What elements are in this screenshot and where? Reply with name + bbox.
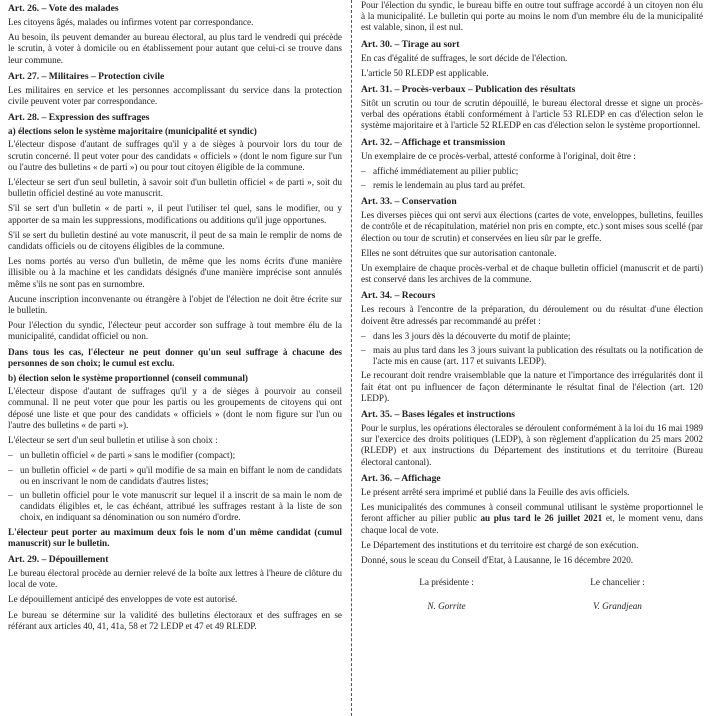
dash-bullet: – xyxy=(361,180,366,191)
list-item xyxy=(361,166,703,177)
paragraph: Le bureau se détermine sur la validité des bulletins électoraux et des suffrages en se référant aux articles 40, 41, 41a, 58 et 72 LEDP et 47 et 49 RLEDP. xyxy=(8,609,342,631)
paragraph: Pour le surplus, les opérations électorales se déroulent conformément à la loi du 16 mai 1989 sur l'exercice des droits politiques (LEDP), à son règlement d'application du 25 mars 2002 (RLEDP) et aux instructions du Département des institutions et du territoire (Bureau électoral cantonal). xyxy=(361,423,703,467)
paragraph-bold: Dans tous les cas, l'électeur ne peut donner qu'un seul suffrage à chacune des personnes de son choix; le cumul est exclu. xyxy=(8,346,342,368)
paragraph: L'électeur dispose d'autant de suffrages qu'il y a de sièges à pourvoir au conseil communal. Il ne peut voter que pour les partis ou les groupements de citoyens qui ont déposé une liste et que pour des candidats « officiels » (dont le nom figure sur l'un ou l'autre des bulletins « de parti »). xyxy=(8,386,342,430)
article-27 xyxy=(8,71,342,107)
list-item xyxy=(361,180,703,191)
dash-bullet: – xyxy=(8,464,13,475)
article-36 xyxy=(361,473,703,566)
dash-bullet: – xyxy=(361,330,366,341)
list-item-text: mais au plus tard dans les 3 jours suivant la publication des résultats ou la notification de l'acte mis en cause (art. 117 et suivants LEDP). xyxy=(373,345,703,367)
list-item-text: un bulletin officiel « de parti » sans le modifier (compact); xyxy=(20,450,236,461)
article-34 xyxy=(361,290,703,404)
article-title: Art. 34. – Recours xyxy=(361,290,436,302)
article-title: Art. 36. – Affichage xyxy=(361,472,441,484)
paragraph: Le bureau électoral procède au dernier relevé de la boîte aux lettres à l'heure de clôture du local de vote. xyxy=(8,567,342,590)
article-32 xyxy=(361,137,703,192)
article-title: Art. 26. – Vote des malades xyxy=(8,3,119,14)
signature-block xyxy=(361,576,703,612)
paragraph: L'électeur se sert d'un seul bulletin, à savoir soit d'un bulletin officiel « de parti », soit du bulletin officiel destiné au vote manuscrit. xyxy=(8,177,342,199)
list-item-text: un bulletin officiel « de parti » qu'il modifie de sa main en biffant le nom de candidats ou en inscrivant le nom de candidats d'autres listes; xyxy=(20,464,342,486)
paragraph: Sitôt un scrutin ou tour de scrutin dépouillé, le bureau électoral dresse et signe un procès-verbal des opérations établi conformément à l'article 53 RLEDP en cas d'élection selon le système majoritaire et à l'article 52 RLEDP en cas d'élection selon le système proportionnel. xyxy=(361,98,703,131)
signature-chancellor xyxy=(590,576,645,612)
list-item-text: dans les 3 jours dès la découverte du motif de plainte; xyxy=(373,330,571,341)
paragraph: Le recourant doit rendre vraisemblable que la nature et l'importance des irrégularités dont il fait état ont pu influencer de façon déterminante le résultat final de l'élection (art. 120 LEDP). xyxy=(361,370,703,403)
signature-name: N. Gorrite xyxy=(427,601,466,612)
paragraph: S'il se sert d'un bulletin « de parti », il peut l'utiliser tel quel, sans le modifier, ou y apporter de sa main les suppressions, modifications ou additions qu'il juge opportunes. xyxy=(8,203,342,225)
article-30 xyxy=(361,39,703,79)
paragraph: L'électeur dispose d'autant de suffrages qu'il y a de sièges à pourvoir lors du tour de scrutin concerné. Il peut voter pour des candidats « officiels » (dont le nom figure sur l'un ou l'autre des bulletins « de parti ») ou pour tout citoyen éligible de la commune. xyxy=(8,139,342,172)
paragraph: Elles ne sont détruites que sur autorisation cantonale. xyxy=(361,247,557,258)
paragraph: Pour l'élection du syndic, le bureau biffe en outre tout suffrage accordé à un citoyen non élu à la municipalité. Le bulletin qui porte au moins le nom d'un membre élu de la municipalité est valable, sinon, il est nul. xyxy=(361,0,703,33)
paragraph: Donné, sous le sceau du Conseil d'Etat, à Lausanne, le 16 décembre 2020. xyxy=(361,554,634,565)
article-title: Art. 30. – Tirage au sort xyxy=(361,38,460,50)
paragraph: Au besoin, ils peuvent demander au bureau électoral, au plus tard le vendredi qui précède le scrutin, à voter à domicile ou en établissement pour autant que celui-ci se trouve dans leur commune. xyxy=(8,32,342,65)
paragraph-text: et, le moment venu, dans chaque local de vote. xyxy=(361,513,703,535)
paragraph: L'électeur se sert d'un seul bulletin et utilise à son choix : xyxy=(8,435,218,446)
article-28 xyxy=(8,112,342,549)
dash-bullet: – xyxy=(361,165,366,176)
paragraph: En cas d'égalité de suffrages, le sort décide de l'élection. xyxy=(361,52,568,63)
paragraph: Aucune inscription inconvenante ou étrangère à l'objet de l'élection ne doit être écrite sur le bulletin. xyxy=(8,293,342,316)
article-title: Art. 27. – Militaires – Protection civile xyxy=(8,70,165,82)
signature-label: Le chancelier : xyxy=(590,577,645,588)
paragraph: Les noms portés au verso d'un bulletin, de même que les noms écrits d'une manière illisible ou à la machine et les candidats désignés d'une manière imprécise sont annulés même s'ils ne sont pas en surnombre. xyxy=(8,256,342,289)
paragraph: Les diverses pièces qui ont servi aux élections (cartes de vote, enveloppes, bulletins, feuilles de contrôle et de récapitulation, matériel non pris en compte, etc.) sont mises sous scellé (par élection ou tour de scrutin) et conservées en lieu sûr par le greffe. xyxy=(361,210,703,243)
list-item-text: affiché immédiatement au pilier public; xyxy=(373,165,519,176)
paragraph: Pour l'élection du syndic, l'électeur peut accorder son suffrage à tout membre élu de la municipalité, candidat officiel ou non. xyxy=(8,320,342,342)
list-item xyxy=(8,490,342,524)
paragraph: Les citoyens âgés, malades ou infirmes votent par correspondance. xyxy=(8,17,254,27)
paragraph: Un exemplaire de ce procès-verbal, attesté conforme à l'original, doit être : xyxy=(361,150,636,161)
paragraph: L'article 50 RLEDP est applicable. xyxy=(361,67,489,78)
list-item xyxy=(8,450,342,461)
list-item xyxy=(361,331,703,342)
article-title: Art. 32. – Affichage et transmission xyxy=(361,136,506,148)
article-title: Art. 35. – Bases légales et instructions xyxy=(361,409,516,421)
list-item xyxy=(361,345,703,367)
column-divider xyxy=(351,0,352,716)
paragraph: S'il se sert du bulletin destiné au vote manuscrit, il peut de sa main le remplir de noms de candidats officiels ou de citoyens éligibles de la commune. xyxy=(8,229,342,252)
list-item-text: un bulletin officiel pour le vote manuscrit sur lequel il a inscrit de sa main le nom de candidats éligibles et, le cas échéant, attribué les suffrages restant à la liste de son choix, en indiquant sa dénomination ou son numéro d'ordre. xyxy=(20,489,342,523)
left-column xyxy=(8,0,342,716)
paragraph-text: Les municipalités des communes à conseil communal utilisant le système proportionnel le feront afficher au pilier public xyxy=(361,502,703,524)
article-title: Art. 28. – Expression des suffrages xyxy=(8,112,150,124)
article-33 xyxy=(361,196,703,285)
paragraph: Le Département des institutions et du territoire est chargé de son exécution. xyxy=(361,539,639,550)
article-title: Art. 33. – Conservation xyxy=(361,196,457,208)
paragraph: Les militaires en service et les personnes accomplissant du service dans la protection civile peuvent voter par correspondance. xyxy=(8,84,342,107)
list-item xyxy=(8,465,342,487)
article-title: Art. 29. – Dépouillement xyxy=(8,553,109,565)
dash-bullet: – xyxy=(8,489,13,500)
paragraph: Les recours à l'encontre de la préparation, du déroulement ou du résultat d'une élection doivent être adressés par recommandé au préfet : xyxy=(361,304,703,326)
deadline-date: au plus tard le 26 juillet 2021 xyxy=(480,513,603,524)
paragraph: Le dépouillement anticipé des enveloppes de vote est autorisé. xyxy=(8,594,238,605)
signature-name: V. Grandjean xyxy=(593,601,642,612)
subsection-title: b) élection selon le système proportionnel (conseil communal) xyxy=(8,373,248,384)
dash-bullet: – xyxy=(361,345,366,356)
dash-bullet: – xyxy=(8,450,13,461)
signature-president xyxy=(419,576,474,612)
signature-label: La présidente : xyxy=(419,577,474,588)
right-column xyxy=(361,0,703,716)
subsection-title: a) élections selon le système majoritaire (municipalité et syndic) xyxy=(8,126,257,137)
paragraph: Le présent arrêté sera imprimé et publié dans la Feuille des avis officiels. xyxy=(361,486,630,497)
paragraph: Un exemplaire de chaque procès-verbal et de chaque bulletin officiel (manuscrit et de parti) est conservé dans les archives de la commune. xyxy=(361,263,703,285)
list-item-text: remis le lendemain au plus tard au préfet. xyxy=(373,180,526,191)
paragraph-bold: L'électeur peut porter au maximum deux fois le nom d'un même candidat (cumul manuscrit) sur le bulletin. xyxy=(8,526,342,548)
article-29 xyxy=(8,554,342,632)
article-title: Art. 31. – Procès-verbaux – Publication des résultats xyxy=(361,84,576,96)
article-26 xyxy=(8,3,342,66)
article-35 xyxy=(361,409,703,468)
paragraph xyxy=(361,502,703,536)
article-31 xyxy=(361,84,703,132)
